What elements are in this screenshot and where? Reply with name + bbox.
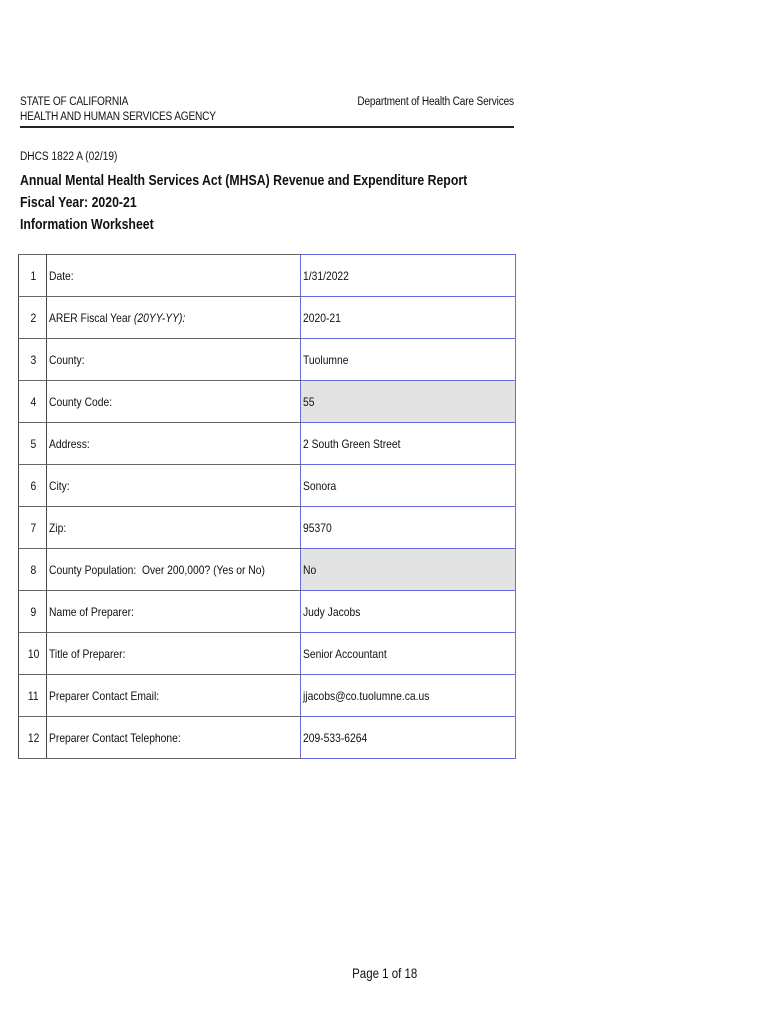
field-label-main: Zip: [49, 520, 67, 535]
field-value-text: 55 [303, 394, 315, 409]
field-label [47, 633, 301, 675]
field-value-text: Tuolumne [303, 352, 349, 367]
field-label [47, 255, 301, 297]
row-number-text: 8 [30, 562, 37, 577]
field-label [47, 423, 301, 465]
row-number-text: 11 [28, 688, 39, 703]
field-label [47, 465, 301, 507]
worksheet-row [19, 507, 516, 549]
row-number-text: 10 [27, 646, 40, 661]
worksheet-row [19, 591, 516, 633]
field-label-text [49, 563, 265, 577]
state-name: STATE OF CALIFORNIA [20, 96, 129, 108]
field-label [47, 297, 301, 339]
field-label [47, 339, 301, 381]
field-label-text [49, 269, 74, 283]
department-name: Department of Health Care Services [357, 96, 514, 108]
worksheet-row [19, 549, 516, 591]
field-value-text: Senior Accountant [303, 646, 387, 661]
row-number-text: 7 [30, 520, 37, 535]
field-label-main: County: [49, 352, 85, 367]
field-value-text: 1/31/2022 [303, 268, 349, 283]
field-value-text: Sonora [303, 478, 337, 493]
field-value[interactable] [301, 297, 516, 339]
field-label [47, 717, 301, 759]
field-label-main: City: [49, 478, 70, 493]
field-value-text: Judy Jacobs [303, 604, 361, 619]
field-label-text [49, 521, 66, 535]
field-value[interactable] [301, 465, 516, 507]
field-label-text [49, 731, 181, 745]
header-left [20, 95, 216, 125]
worksheet-row [19, 255, 516, 297]
field-label-text [49, 605, 134, 619]
row-number-text: 5 [30, 436, 37, 451]
field-value[interactable] [301, 591, 516, 633]
field-value-locked [301, 549, 516, 591]
field-label-format-hint: (20YY-YY): [133, 310, 186, 325]
field-label-main: Preparer Contact Email: [49, 688, 160, 703]
worksheet-row [19, 339, 516, 381]
row-number [19, 633, 47, 675]
row-number [19, 717, 47, 759]
page-number: Page 1 of 18 [352, 965, 418, 981]
field-value-text: No [303, 562, 317, 577]
field-value[interactable] [301, 255, 516, 297]
title-line-3: Information Worksheet [20, 216, 154, 233]
agency-name: HEALTH AND HUMAN SERVICES AGENCY [20, 111, 216, 123]
field-label-main: County Population: Over 200,000? (Yes or No) [49, 562, 265, 577]
row-number-text: 1 [30, 268, 37, 283]
field-label-main: Title of Preparer: [49, 646, 126, 661]
row-number-text: 12 [27, 730, 40, 745]
worksheet-row [19, 675, 516, 717]
worksheet-row [19, 465, 516, 507]
report-title [20, 170, 467, 236]
field-value-text: 209-533-6264 [303, 730, 368, 745]
worksheet-row [19, 717, 516, 759]
field-label-text [49, 311, 185, 325]
field-label [47, 549, 301, 591]
row-number-text: 6 [30, 478, 37, 493]
row-number-text: 9 [30, 604, 37, 619]
title-line-1: Annual Mental Health Services Act (MHSA) Revenue and Expenditure Report [20, 172, 468, 189]
field-value[interactable] [301, 717, 516, 759]
field-label [47, 381, 301, 423]
information-worksheet-table [18, 254, 516, 759]
row-number-text: 2 [30, 310, 37, 325]
row-number [19, 675, 47, 717]
field-value-text: 2 South Green Street [303, 436, 401, 451]
row-number-text: 3 [30, 352, 37, 367]
field-label-main: Name of Preparer: [49, 604, 134, 619]
field-value-text: 95370 [303, 520, 332, 535]
worksheet-row [19, 381, 516, 423]
field-value[interactable] [301, 423, 516, 465]
title-line-2: Fiscal Year: 2020-21 [20, 194, 137, 211]
field-label [47, 675, 301, 717]
field-label-text [49, 437, 90, 451]
field-value-text: jjacobs@co.tuolumne.ca.us [303, 688, 430, 703]
row-number [19, 507, 47, 549]
field-label-main: Preparer Contact Telephone: [49, 730, 181, 745]
row-number [19, 423, 47, 465]
field-value-locked [301, 381, 516, 423]
field-label [47, 591, 301, 633]
row-number [19, 549, 47, 591]
worksheet-row [19, 423, 516, 465]
row-number-text: 4 [30, 394, 37, 409]
worksheet-row [19, 297, 516, 339]
field-value[interactable] [301, 507, 516, 549]
field-label-main: Address: [49, 436, 90, 451]
row-number [19, 465, 47, 507]
field-label-main: ARER Fiscal Year [49, 310, 134, 325]
page-footer [0, 965, 770, 981]
form-code: DHCS 1822 A (02/19) [20, 151, 118, 163]
field-label-text [49, 395, 112, 409]
field-label-text [49, 479, 70, 493]
row-number [19, 255, 47, 297]
field-label-text [49, 689, 159, 703]
field-value-text: 2020-21 [303, 310, 341, 325]
field-label-text [49, 353, 85, 367]
document-header [20, 92, 514, 128]
row-number [19, 381, 47, 423]
row-number [19, 591, 47, 633]
field-label-main: Date: [49, 268, 74, 283]
row-number [19, 297, 47, 339]
worksheet-row [19, 633, 516, 675]
field-value[interactable] [301, 675, 516, 717]
field-label-text [49, 647, 125, 661]
row-number [19, 339, 47, 381]
field-label-main: County Code: [49, 394, 113, 409]
field-value[interactable] [301, 339, 516, 381]
field-label [47, 507, 301, 549]
field-value[interactable] [301, 633, 516, 675]
